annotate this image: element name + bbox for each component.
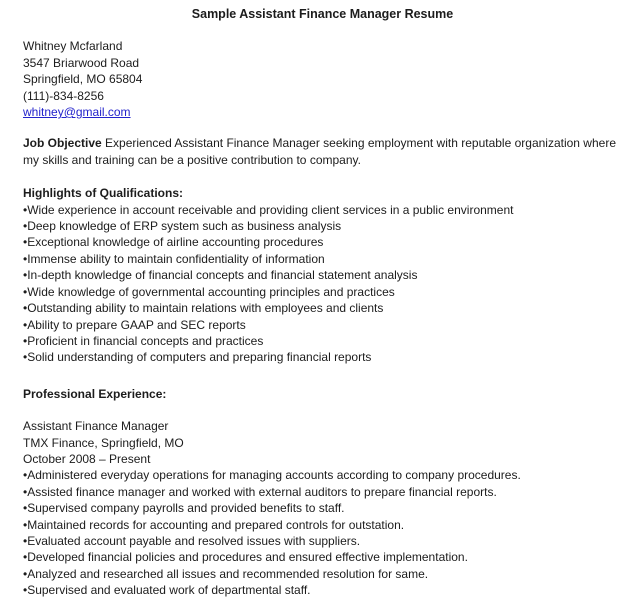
qualification-item <box>23 251 622 267</box>
qualification-item <box>23 234 622 250</box>
contact-street: 3547 Briarwood Road <box>23 55 140 70</box>
bullet-icon: • <box>23 501 28 516</box>
experience-item <box>23 484 622 500</box>
bullet-text: Wide knowledge of governmental accounting principles and practices <box>27 284 395 299</box>
job-block <box>23 418 622 467</box>
email-link[interactable]: whitney@gmail.com <box>23 105 131 120</box>
bullet-text: Evaluated account payable and resolved issues with suppliers. <box>27 533 361 548</box>
bullet-icon: • <box>23 350 28 365</box>
bullet-text: Wide experience in account receivable and providing client services in a public environment <box>27 202 514 217</box>
job-objective-text: Experienced Assistant Finance Manager seeking employment with reputable organization where my skills and training can be a positive contribution to company. <box>23 136 616 167</box>
job-title: Assistant Finance Manager <box>23 419 169 434</box>
qualification-item <box>23 300 622 316</box>
qualification-item <box>23 202 622 218</box>
bullet-icon: • <box>23 251 28 266</box>
bullet-icon: • <box>23 333 28 348</box>
bullet-text: Supervised and evaluated work of departmental staff. <box>27 583 311 598</box>
contact-phone: (111)-834-8256 <box>23 88 104 103</box>
contact-name: Whitney Mcfarland <box>23 39 123 54</box>
qualification-item <box>23 218 622 234</box>
contact-city-state-zip: Springfield, MO 65804 <box>23 72 143 87</box>
experience-item <box>23 549 622 565</box>
bullet-text: Developed financial policies and procedures and ensured effective implementation. <box>27 550 468 565</box>
bullet-icon: • <box>23 566 28 581</box>
bullet-icon: • <box>23 468 28 483</box>
bullet-text: Maintained records for accounting and prepared controls for outstation. <box>27 517 405 532</box>
bullet-text: Supervised company payrolls and provided benefits to staff. <box>27 501 345 516</box>
bullet-text: Deep knowledge of ERP system such as business analysis <box>27 219 342 234</box>
experience-item <box>23 467 622 483</box>
bullet-icon: • <box>23 517 28 532</box>
bullet-text: Administered everyday operations for managing accounts according to company procedures. <box>27 468 521 483</box>
bullet-icon: • <box>23 202 28 217</box>
qualification-item <box>23 317 622 333</box>
bullet-text: Assisted finance manager and worked with external auditors to prepare financial reports. <box>27 484 497 499</box>
qualifications-list <box>23 202 622 366</box>
experience-item <box>23 533 622 549</box>
experience-heading: Professional Experience: <box>23 386 167 401</box>
bullet-text: Ability to prepare GAAP and SEC reports <box>27 317 246 332</box>
bullet-icon: • <box>23 301 28 316</box>
contact-block <box>23 38 622 120</box>
job-company: TMX Finance, Springfield, MO <box>23 435 184 450</box>
bullet-icon: • <box>23 317 28 332</box>
bullet-icon: • <box>23 284 28 299</box>
bullet-text: Proficient in financial concepts and practices <box>27 333 264 348</box>
job-objective-paragraph <box>23 135 622 168</box>
bullet-text: Outstanding ability to maintain relations with employees and clients <box>27 301 384 316</box>
job-objective-label: Job Objective <box>23 136 102 151</box>
bullet-icon: • <box>23 550 28 565</box>
bullet-icon: • <box>23 583 28 598</box>
bullet-icon: • <box>23 533 28 548</box>
bullet-text: Solid understanding of computers and preparing financial reports <box>27 350 372 365</box>
bullet-text: Exceptional knowledge of airline accounting procedures <box>27 235 324 250</box>
bullet-icon: • <box>23 235 28 250</box>
experience-item <box>23 582 622 598</box>
experience-item <box>23 500 622 516</box>
qualification-item <box>23 284 622 300</box>
bullet-text: Immense ability to maintain confidentiality of information <box>27 251 325 266</box>
experience-item <box>23 566 622 582</box>
qualification-item <box>23 333 622 349</box>
experience-list <box>23 467 622 598</box>
bullet-text: Analyzed and researched all issues and recommended resolution for same. <box>27 566 429 581</box>
qualification-item <box>23 349 622 365</box>
contact-email-line <box>23 104 622 120</box>
experience-item <box>23 517 622 533</box>
bullet-icon: • <box>23 484 28 499</box>
job-dates: October 2008 – Present <box>23 451 151 466</box>
document-title: Sample Assistant Finance Manager Resume <box>191 7 454 21</box>
qualification-item <box>23 267 622 283</box>
bullet-text: In-depth knowledge of financial concepts and financial statement analysis <box>27 268 418 283</box>
qualifications-heading: Highlights of Qualifications: <box>23 186 183 201</box>
bullet-icon: • <box>23 268 28 283</box>
bullet-icon: • <box>23 219 28 234</box>
